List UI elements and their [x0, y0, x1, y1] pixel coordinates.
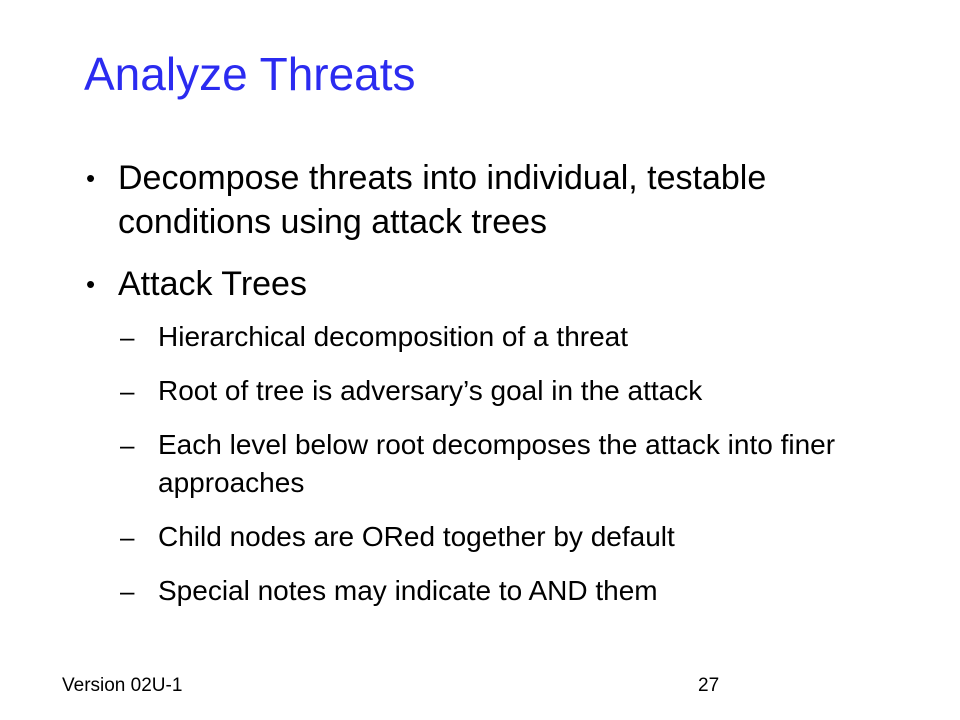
sub-bullet-text: Hierarchical decomposition of a threat [158, 321, 629, 352]
bullet-list [84, 156, 924, 626]
sub-bullet-marker: – [120, 522, 135, 552]
sub-bullet-text: Each level below root decomposes the attack into finer approaches [158, 429, 836, 498]
sub-bullet-item [84, 372, 924, 410]
bullet-text: Decompose threats into individual, testable conditions using attack trees [118, 159, 767, 241]
sub-bullet-marker: – [120, 430, 135, 460]
sub-bullet-item [84, 572, 924, 610]
bullet-item [84, 156, 924, 244]
footer-version: Version 02U-1 [62, 675, 183, 696]
page-number: 27 [698, 675, 720, 696]
bullet-marker: • [86, 163, 96, 193]
slide-title: Analyze Threats [84, 48, 416, 100]
sub-bullet-marker: – [120, 376, 135, 406]
sub-bullet-text: Child nodes are ORed together by default [158, 521, 675, 552]
sub-bullet-text: Special notes may indicate to AND them [158, 575, 658, 606]
sub-bullet-item [84, 518, 924, 556]
bullet-marker: • [86, 269, 96, 299]
sub-bullet-marker: – [120, 576, 135, 606]
sub-bullet-item [84, 318, 924, 356]
sub-bullet-marker: – [120, 322, 135, 352]
bullet-item [84, 262, 924, 306]
bullet-text: Attack Trees [118, 265, 307, 303]
sub-bullet-text: Root of tree is adversary’s goal in the attack [158, 375, 703, 406]
sub-bullet-item [84, 426, 918, 502]
